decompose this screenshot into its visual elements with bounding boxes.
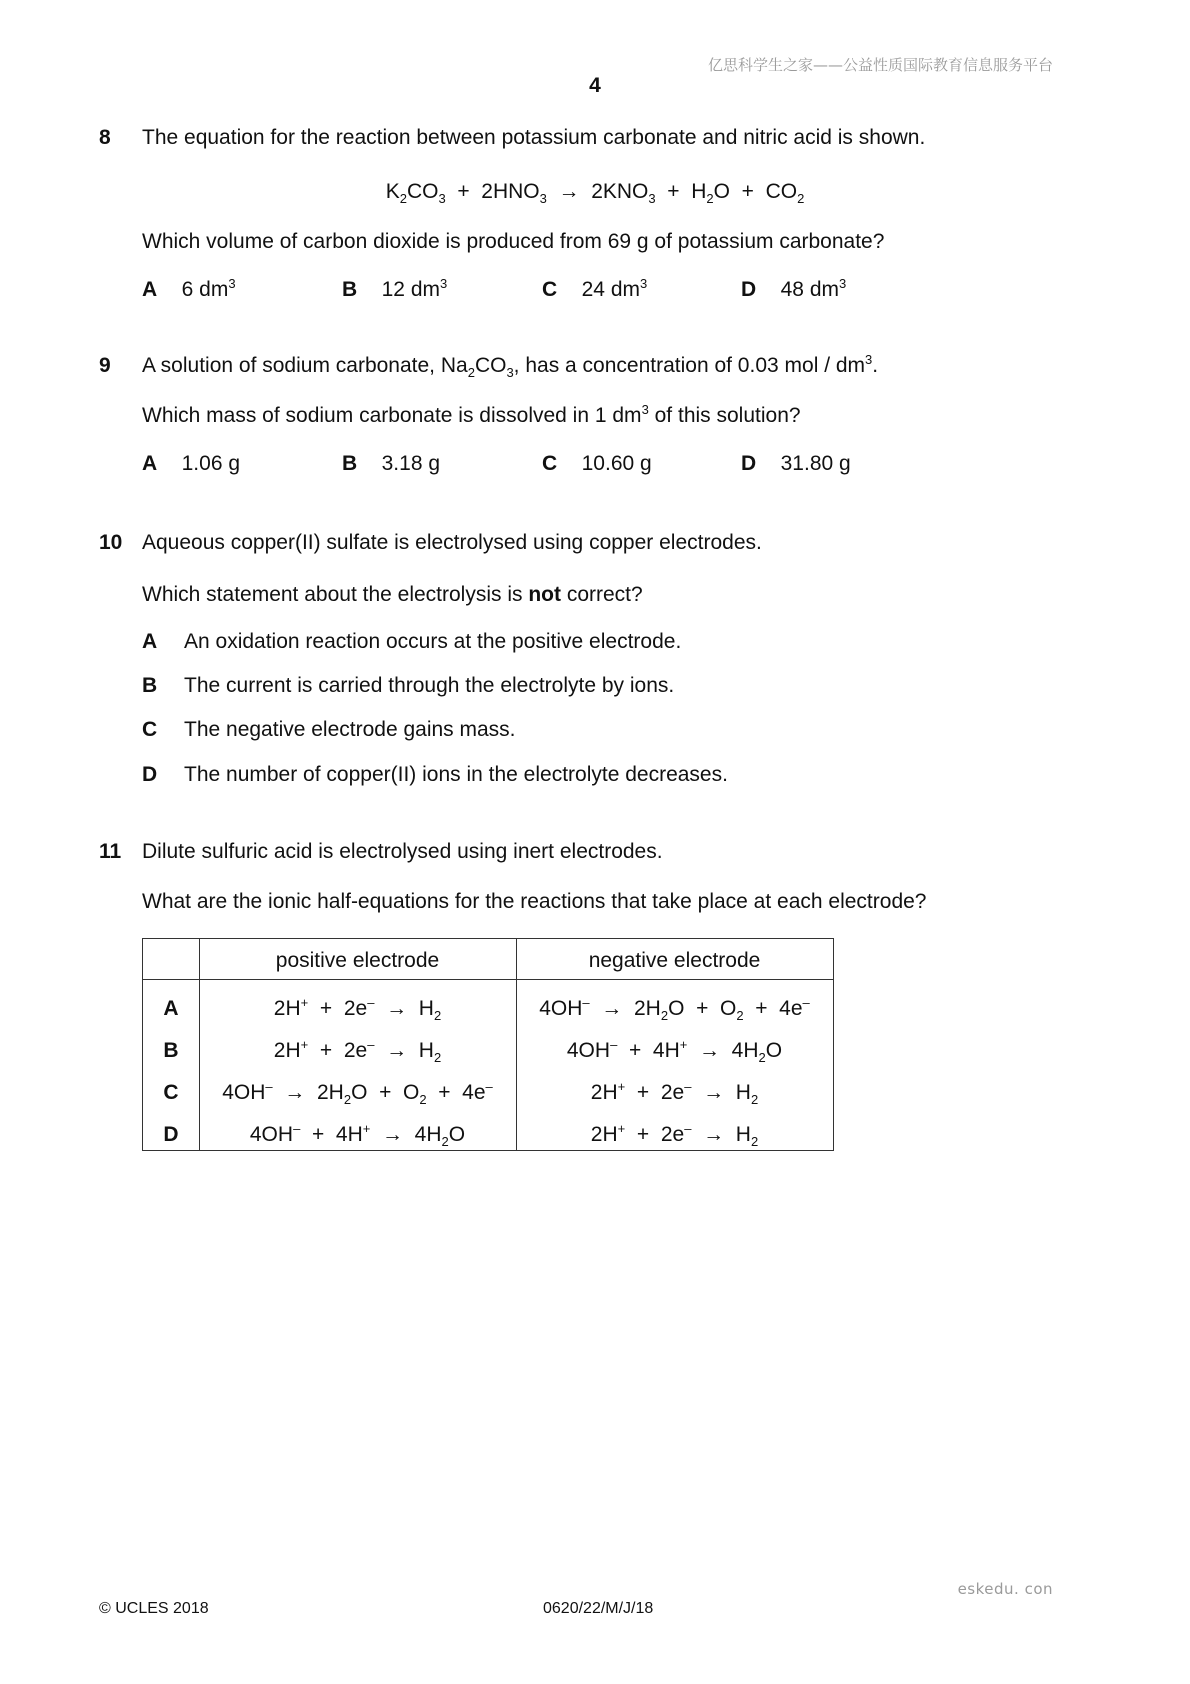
option-value: 12 $dm^3$ <box>381 276 448 301</box>
question-9-option-d[interactable] <box>741 452 851 476</box>
question-8-question: Which volume of carbon dioxide is produced from 69 g of potassium carbonate? <box>142 230 885 253</box>
table-cell-negative: $4OH^- + 4H^+ \to 4H_2O$ <box>566 1037 783 1066</box>
question-8-stem: The equation for the reaction between potassium carbonate and nitric acid is shown. <box>142 126 926 149</box>
option-value: 24 $dm^3$ <box>581 276 648 301</box>
option-letter: A <box>142 452 158 475</box>
answer-table <box>142 938 834 1151</box>
option-letter: B <box>142 674 158 697</box>
question-8-number: 8 <box>99 126 111 149</box>
question-10-option-a[interactable] <box>142 630 681 654</box>
question-10-option-d[interactable] <box>142 763 728 787</box>
option-text: The current is carried through the electrolyte by ions. <box>184 674 675 697</box>
question-10-option-c[interactable] <box>142 718 516 742</box>
table-row-label[interactable]: D <box>163 1123 179 1146</box>
option-value: 6 $dm^3$ <box>181 276 236 301</box>
table-cell-positive: $2H^+ + 2e^- \to H_2$ <box>273 1037 442 1066</box>
option-value: 31.80 g <box>780 452 851 475</box>
table-divider <box>143 979 833 980</box>
table-row-label[interactable]: C <box>163 1081 179 1104</box>
question-10-question: Which statement about the electrolysis is not correct? <box>142 583 643 606</box>
option-letter: C <box>542 278 558 301</box>
option-value: 3.18 g <box>381 452 441 475</box>
option-text: The negative electrode gains mass. <box>184 718 516 741</box>
question-11-question: What are the ionic half-equations for the reactions that take place at each electrode? <box>142 890 927 913</box>
option-letter: A <box>142 278 158 301</box>
col-header-negative: negative electrode <box>588 949 761 972</box>
question-11-number: 11 <box>99 840 122 863</box>
option-letter: A <box>142 630 158 653</box>
option-letter: B <box>342 278 358 301</box>
question-8-option-d[interactable] <box>741 278 846 302</box>
footer-copyright: © UCLES 2018 <box>99 1600 209 1617</box>
question-9-option-a[interactable] <box>142 452 240 476</box>
question-9-number: 9 <box>99 354 111 377</box>
option-value: 10.60 g <box>581 452 652 475</box>
table-cell-positive: $2H^+ + 2e^- \to H_2$ <box>273 995 442 1024</box>
option-text: The number of copper(II) ions in the electrolyte decreases. <box>184 763 728 786</box>
question-9-option-b[interactable] <box>342 452 440 476</box>
option-letter: B <box>342 452 358 475</box>
option-letter: C <box>542 452 558 475</box>
question-9-option-c[interactable] <box>542 452 652 476</box>
option-value: 48 $dm^3$ <box>780 276 847 301</box>
table-row-label[interactable]: A <box>163 997 179 1020</box>
table-cell-positive: $4OH^- \to 2H_2O + O_2 + 4e^-$ <box>222 1079 493 1108</box>
watermark-bottom: eskedu. con <box>957 1580 1053 1598</box>
question-10-option-b[interactable] <box>142 674 674 698</box>
watermark-top: 亿思科学生之家——公益性质国际教育信息服务平台 <box>707 56 1053 74</box>
option-letter: D <box>142 763 158 786</box>
table-cell-positive: $4OH^- + 4H^+ \to 4H_2O$ <box>249 1121 466 1150</box>
option-text: An oxidation reaction occurs at the positive electrode. <box>184 630 682 653</box>
col-header-positive: positive electrode <box>275 949 440 972</box>
table-cell-negative: $4OH^- \to 2H_2O + O_2 + 4e^-$ <box>539 995 810 1024</box>
table-cell-negative: $2H^+ + 2e^- \to H_2$ <box>590 1121 759 1150</box>
question-8-equation: $K_2CO_3 + 2HNO_3 \to 2KNO_3 + H_2O + CO_2$ <box>385 180 805 207</box>
table-cell-negative: $2H^+ + 2e^- \to H_2$ <box>590 1079 759 1108</box>
option-letter: C <box>142 718 158 741</box>
question-9-question: Which mass of sodium carbonate is dissolved in 1 $dm^3$ of this solution? <box>142 402 801 427</box>
option-letter: D <box>741 452 757 475</box>
question-8-option-a[interactable] <box>142 278 236 302</box>
footer-paper-code: 0620/22/M/J/18 <box>543 1600 654 1617</box>
question-8-option-b[interactable] <box>342 278 447 302</box>
question-9-stem: A solution of sodium carbonate, $Na_2CO_3$, has a concentration of 0.03 mol / $dm^3$. <box>142 352 879 381</box>
option-letter: D <box>741 278 757 301</box>
question-10-stem: Aqueous copper(II) sulfate is electrolysed using copper electrodes. <box>142 531 762 554</box>
question-10-number: 10 <box>99 531 123 554</box>
question-11-stem: Dilute sulfuric acid is electrolysed using inert electrodes. <box>142 840 663 863</box>
option-value: 1.06 g <box>181 452 241 475</box>
page-number: 4 <box>589 74 601 97</box>
table-row-label[interactable]: B <box>163 1039 179 1062</box>
question-8-option-c[interactable] <box>542 278 647 302</box>
